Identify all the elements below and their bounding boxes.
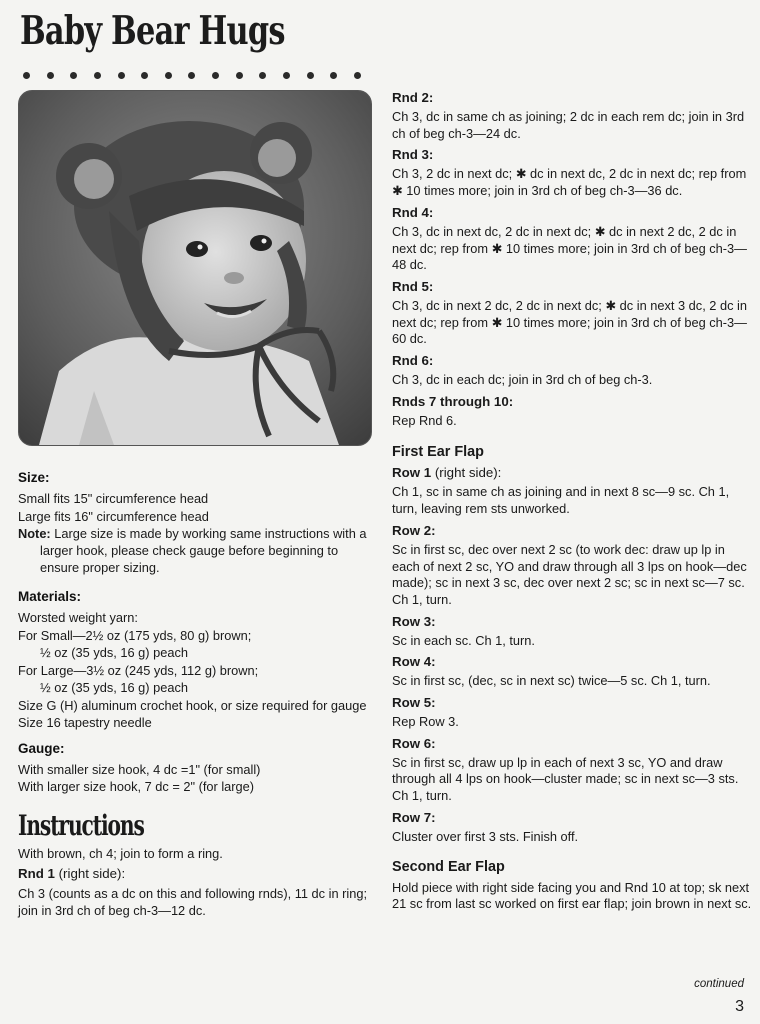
materials-small-brown: For Small—2½ oz (175 yds, 80 g) brown;: [18, 627, 252, 643]
rnd3-text: Ch 3, 2 dc in next dc; ✱ dc in next dc, 2 dc in next dc; rep from ✱ 10 times more; join in 3rd ch of beg ch-3—36 dc.: [392, 166, 747, 199]
row1-text: Ch 1, sc in same ch as joining and in next 8 sc—9 sc. Ch 1, turn, leaving rem sts unworked.: [392, 484, 730, 517]
size-note: [18, 525, 370, 576]
materials-hook: Size G (H) aluminum crochet hook, or size required for gauge: [18, 697, 367, 713]
materials-needle: Size 16 tapestry needle: [18, 715, 152, 730]
rnd5-label: Rnd 5:: [392, 278, 434, 294]
row2-label: Row 2:: [392, 522, 436, 538]
rnd2-text: Ch 3, dc in same ch as joining; 2 dc in each rem dc; join in 3rd ch of beg ch-3—24 dc.: [392, 109, 745, 141]
rnd1-text: Ch 3 (counts as a dc on this and following rnds), 11 dc in ring; join in 3rd ch of beg ch-3—12 dc.: [18, 885, 368, 918]
rnd2-label: Rnd 2:: [392, 90, 434, 105]
row1-label-text: Row 1: [392, 465, 432, 481]
rnd7-10-text: Rep Rnd 6.: [392, 412, 457, 428]
materials-small-peach: ½ oz (35 yds, 16 g) peach: [40, 645, 188, 660]
start-instruction: With brown, ch 4; join to form a ring.: [18, 845, 223, 861]
continued-note: continued: [694, 978, 744, 990]
second-ear-flap-heading: Second Ear Flap: [392, 858, 505, 875]
size-large-line: Large fits 16" circumference head: [18, 508, 209, 524]
left-column: [18, 470, 370, 923]
baby-photo: [18, 90, 372, 446]
note-label: Note:: [18, 526, 51, 541]
rnd3-label: Rnd 3:: [392, 147, 434, 163]
instructions-title: Instructions: [18, 808, 144, 842]
row6-text: Sc in first sc, draw up lp in each of next 3 sc, YO and draw through all 4 lps on hook—cluster made; sc in next sc—3 sts. Ch 1, turn.: [392, 754, 739, 804]
materials-heading: Materials:: [18, 589, 82, 604]
page-title: Baby Bear Hugs: [20, 8, 285, 54]
row5-label: Row 5:: [392, 695, 436, 711]
row4-text: Sc in first sc, (dec, sc in next sc) twice—5 sc. Ch 1, turn.: [392, 673, 711, 689]
rnd7-10-label: Rnds 7 through 10:: [392, 393, 514, 409]
materials-large-peach: ½ oz (35 yds, 16 g) peach: [40, 680, 188, 695]
page-number: 3: [735, 998, 744, 1015]
size-heading: Size:: [18, 470, 50, 485]
rnd5-text: Ch 3, dc in next 2 dc, 2 dc in next dc; ✱ dc in next 3 dc, 2 dc in next dc; rep from ✱ 10 times more; join in 3rd ch of beg ch-3—60 dc.: [392, 297, 748, 347]
row2-text: Sc in first sc, dec over next 2 sc (to work dec: draw up lp in each of next 2 sc, YO and draw through all 3 lps on hook—dec made); sc in next 3 sc, dec over next 2 sc; sc in next sc—7 sc. Ch 1, turn.: [392, 541, 747, 607]
rnd1-sublabel: (right side):: [54, 865, 126, 881]
gauge-small-line: With smaller size hook, 4 dc =1" (for small): [18, 761, 261, 777]
note-text: Large size is made by working same instructions with a larger hook, please check gauge before beginning to ensure proper sizing.: [40, 526, 367, 575]
materials-yarn-line: Worsted weight yarn:: [18, 610, 138, 625]
second-ear-flap-text: Hold piece with right side facing you and Rnd 10 at top; sk next 21 sc from last sc worked on first ear flap; join brown in next sc.: [392, 879, 752, 912]
dot-divider: [23, 72, 361, 79]
gauge-large-line: With larger size hook, 7 dc = 2" (for large): [18, 779, 255, 794]
row1-label: [392, 465, 752, 480]
row7-text: Cluster over first 3 sts. Finish off.: [392, 828, 579, 844]
materials-large-brown: For Large—3½ oz (245 yds, 112 g) brown;: [18, 662, 259, 678]
rnd6-label: Rnd 6:: [392, 353, 434, 369]
rnd1-label: [18, 866, 370, 881]
size-small-line: Small fits 15" circumference head: [18, 491, 209, 506]
row6-label: Row 6:: [392, 735, 436, 751]
right-column: [392, 90, 752, 918]
rnd6-text: Ch 3, dc in each dc; join in 3rd ch of beg ch-3.: [392, 372, 653, 388]
gauge-heading: Gauge:: [18, 740, 65, 756]
row3-text: Sc in each sc. Ch 1, turn.: [392, 632, 535, 648]
row4-label: Row 4:: [392, 654, 436, 670]
row7-label: Row 7:: [392, 809, 436, 825]
row5-text: Rep Row 3.: [392, 714, 459, 730]
row1-sublabel: (right side):: [431, 465, 502, 481]
row3-label: Row 3:: [392, 613, 436, 629]
rnd4-label: Rnd 4:: [392, 204, 434, 220]
first-ear-flap-heading: First Ear Flap: [392, 444, 484, 461]
rnd4-text: Ch 3, dc in next dc, 2 dc in next dc; ✱ dc in next 2 dc, 2 dc in next dc; rep from ✱ 10 times more; join in 3rd ch of beg ch-3—48 dc.: [392, 223, 747, 273]
rnd1-label-text: Rnd 1: [18, 865, 55, 881]
